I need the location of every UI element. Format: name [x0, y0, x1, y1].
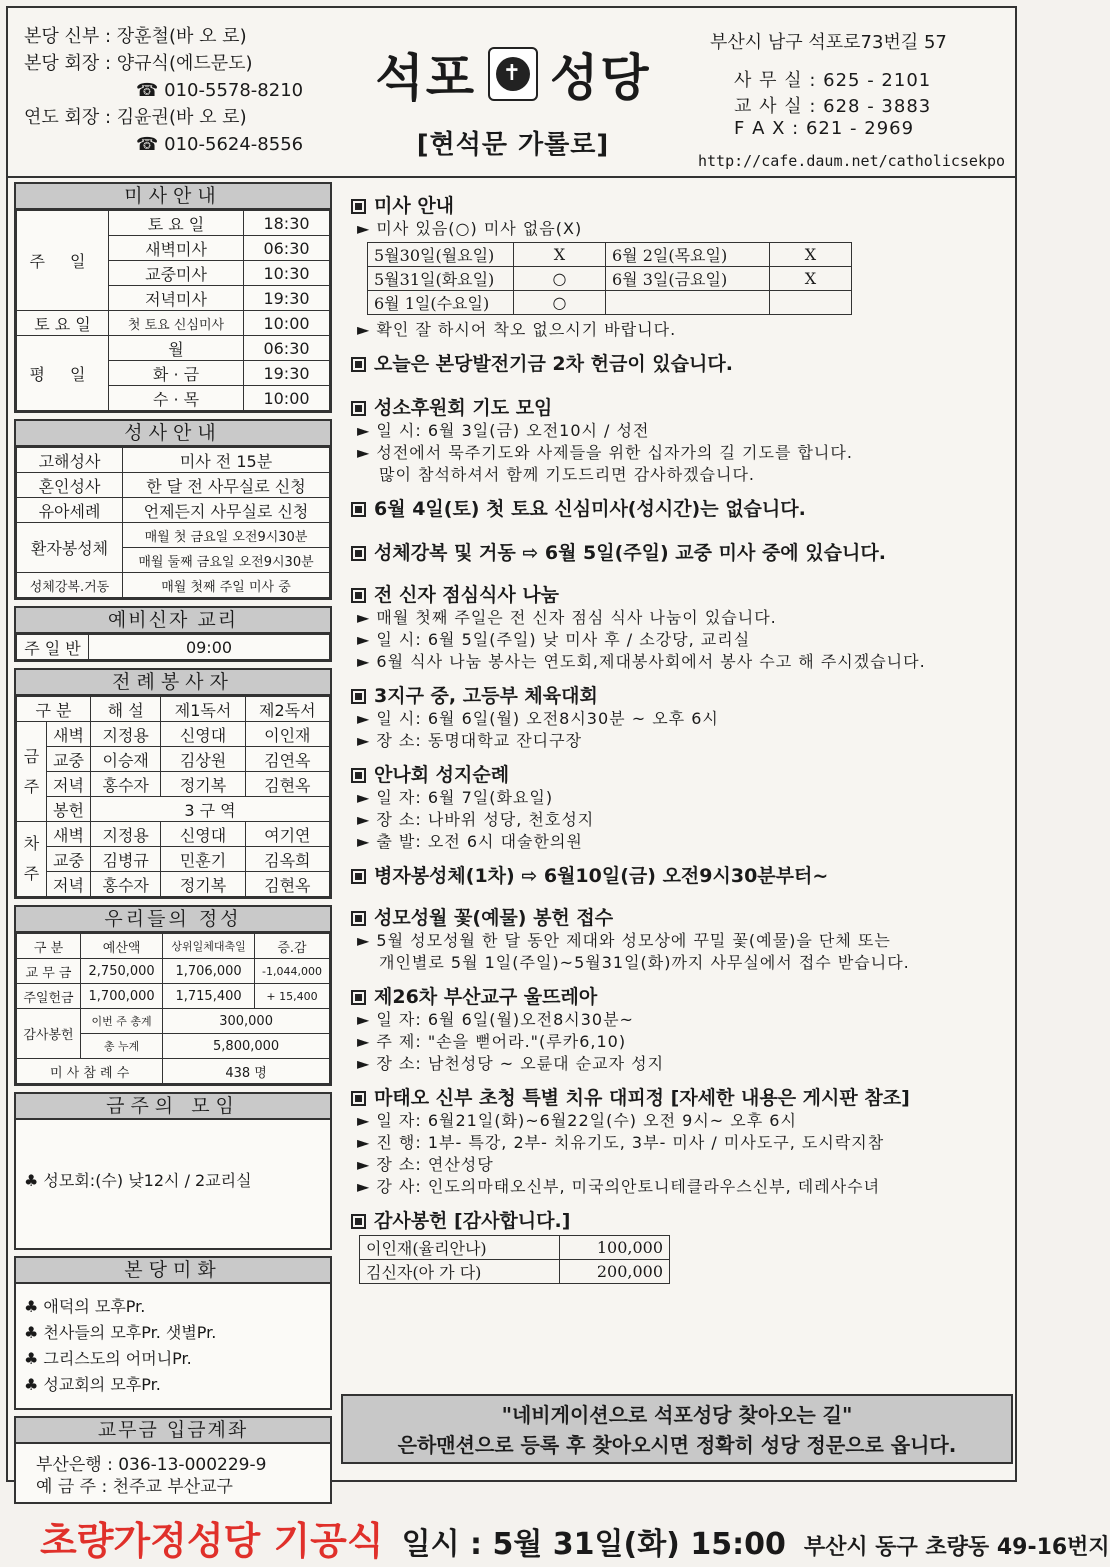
server-name: 김상원 [161, 747, 245, 772]
notice-line: ► 장 소: 동명대학교 잔디구장 [357, 731, 583, 750]
offering-heading: 우리들의 정성 [16, 907, 330, 933]
notice-line: ► 6월 식사 나눔 봉사는 연도회,제대봉사회에서 봉사 수고 해 주시겠습니다. [357, 652, 926, 671]
notice-line: ► 강 사: 인도의마태오신부, 미국의안토니테클라우스신부, 데레사수녀 [357, 1177, 881, 1196]
sacrament-name: 유아세례 [17, 498, 123, 523]
week-total: 300,000 [163, 1009, 330, 1034]
date-cell: 6월 1일(수요일) [368, 291, 514, 315]
notice-title: 오늘은 본당발전기금 2차 헌금이 있습니다. [374, 353, 733, 375]
mass-time: 19:30 [244, 361, 330, 386]
patron-name: [현석문 가롤로] [416, 130, 610, 160]
offering-budget: 1,700,000 [81, 984, 163, 1009]
col-header: 구 분 [17, 697, 91, 722]
notice-sick-communion [351, 864, 1011, 888]
offering-type: 교 무 금 [17, 959, 81, 984]
date-cell: 6월 3일(금요일) [606, 267, 770, 291]
notices-column [351, 194, 1011, 1295]
donor-amount: 100,000 [560, 1236, 670, 1260]
sacrament-note: 매월 둘째 금요일 오전9시30분 [123, 548, 330, 573]
mass-time: 18:30 [244, 211, 330, 236]
navigation-directions [341, 1394, 1013, 1464]
notice-benediction [351, 541, 1011, 565]
sacrament-name: 성체강복.거동 [17, 573, 123, 598]
mass-legend: ► 미사 있음(○) 미사 없음(X) [357, 219, 583, 238]
catechumen-heading: 예비신자 교리 [16, 608, 330, 634]
notice-line: ► 일 자: 6월 7일(화요일) [357, 788, 554, 807]
catechumen-box [14, 606, 332, 662]
thanks-table [359, 1235, 670, 1284]
groundbreaking-banner [40, 1510, 1110, 1565]
col-header: 제1독서 [161, 697, 245, 722]
legio-box [14, 1256, 332, 1410]
sacrament-heading: 성사안내 [16, 421, 330, 447]
mark-cell: X [514, 243, 606, 267]
sacrament-note: 미사 전 15분 [123, 448, 330, 473]
sacrament-name: 고해성사 [17, 448, 123, 473]
liturgy-heading: 전례봉사자 [16, 670, 330, 696]
mass-day: 화 · 금 [109, 361, 244, 386]
liturgy-box [14, 668, 332, 899]
youth-chair-line: 연도 회장 : 김윤권(바 오 로) [24, 107, 247, 128]
donor-name: 이인재(율리안나) [360, 1236, 560, 1260]
notice-vocation [351, 396, 1011, 486]
notice-mass [351, 194, 1011, 341]
notice-first-saturday [351, 497, 1011, 521]
sacrament-note: 한 달 전 사무실로 신청 [123, 473, 330, 498]
bank-account: 부산은행 : 036-13-000229-9 [36, 1455, 267, 1475]
sacrament-note: 매월 첫 금요일 오전9시30분 [123, 523, 330, 548]
notice-thanks [351, 1209, 1011, 1284]
notice-fund [351, 352, 1011, 376]
catechumen-table [16, 634, 330, 660]
mark-cell: ○ [514, 267, 606, 291]
section-bullet-icon [351, 199, 366, 214]
col-header: 제2독서 [245, 697, 329, 722]
notice-title: 3지구 중, 고등부 체육대회 [374, 685, 598, 707]
server-name: 여기연 [245, 822, 329, 847]
server-name: 지정용 [91, 722, 161, 747]
week-total-label: 이번 주 총계 [81, 1009, 163, 1034]
legio-heading: 본당미화 [16, 1258, 330, 1284]
server-name: 김병규 [91, 847, 161, 872]
saturday-label: 토 요 일 [17, 311, 109, 336]
mass-name: 저녁미사 [109, 286, 244, 311]
weekday-label: 평 일 [17, 336, 109, 411]
mass-name: 첫 토요 신심미사 [109, 311, 244, 336]
notice-sports [351, 684, 1011, 752]
parish-title-block [358, 38, 668, 161]
server-name: 정기복 [161, 772, 245, 797]
notice-line: ► 5월 성모성월 한 달 동안 제대와 성모상에 꾸밀 꽃(예물)을 단체 또는 [357, 931, 891, 950]
legio-item: ♣ 애덕의 모후Pr. [24, 1297, 146, 1316]
offering-actual: 1,706,000 [163, 959, 255, 984]
notice-title: 병자봉성체(1차) ⇨ 6월10일(금) 오전9시30분부터~ [374, 865, 829, 887]
sacrament-note: 매월 첫째 주일 미사 중 [123, 573, 330, 598]
notice-line: ► 장 소: 연산성당 [357, 1155, 494, 1174]
donor-name: 김신자(아 가 다) [360, 1260, 560, 1284]
parish-logo-icon: ✝ [488, 47, 538, 101]
notice-title: 성모성월 꽃(예물) 봉헌 접수 [374, 907, 614, 929]
mass-slot: 저녁 [47, 772, 91, 797]
notice-title: 마태오 신부 초청 특별 치유 대피정 [자세한 내용은 게시판 참조] [374, 1087, 910, 1109]
cafe-url[interactable]: http://cafe.daum.net/catholicsekpo [698, 152, 1006, 170]
mass-slot: 교중 [47, 847, 91, 872]
mass-name: 교중미사 [109, 261, 244, 286]
cumulative-label: 총 누계 [81, 1034, 163, 1059]
bulletin-header [8, 8, 1015, 176]
cumulative-total: 5,800,000 [163, 1034, 330, 1059]
sacrament-note: 언제든지 사무실로 신청 [123, 498, 330, 523]
meetings-heading: 금주의 모임 [16, 1094, 330, 1120]
meetings-list [16, 1120, 330, 1204]
office-phone: 사 무 실 : 625 - 2101 [734, 70, 932, 91]
section-bullet-icon [351, 546, 366, 561]
offering-budget: 2,750,000 [81, 959, 163, 984]
col-header: 구 분 [17, 934, 81, 959]
attendance-count: 438 명 [163, 1059, 330, 1084]
legio-item: ♣ 천사들의 모후Pr. 샛별Pr. [24, 1323, 217, 1342]
fax-number: F A X : 621 - 2969 [734, 118, 915, 139]
notice-title: 성체강복 및 거동 ⇨ 6월 5일(주일) 교중 미사 중에 있습니다. [374, 542, 886, 564]
banner-address: 부산시 동구 초량동 49-16번지 [803, 1535, 1110, 1560]
account-heading: 교무금 입금계좌 [16, 1418, 330, 1444]
date-cell: 5월30일(월요일) [368, 243, 514, 267]
notice-line: ► 성전에서 묵주기도와 사제들을 위한 십자가의 길 기도를 합니다. [357, 443, 853, 462]
notice-title: 제26차 부산교구 울뜨레아 [374, 986, 598, 1008]
legio-list [16, 1284, 330, 1408]
banner-title: 초량가정성당 기공식 [40, 1519, 384, 1563]
mass-day: 월 [109, 336, 244, 361]
meeting-item: ♣ 성모회:(수) 낮12시 / 2교리실 [24, 1171, 252, 1190]
section-bullet-icon [351, 401, 366, 416]
notice-line: ► 주 제: "손을 뻗어라."(루카6,10) [357, 1032, 627, 1051]
mass-day: 수 · 목 [109, 386, 244, 411]
section-bullet-icon [351, 1091, 366, 1106]
mass-time: 10:00 [244, 386, 330, 411]
server-name: 정기복 [161, 872, 245, 897]
title-part-a: 석포 [375, 49, 476, 107]
notice-title: 안나회 성지순례 [374, 764, 510, 786]
sacrament-table [16, 447, 330, 598]
mass-name: 새벽미사 [109, 236, 244, 261]
notice-line: ► 일 시: 6월 5일(주일) 낮 미사 후 / 소강당, 교리실 [357, 630, 751, 649]
mass-time: 19:30 [244, 286, 330, 311]
meetings-box [14, 1092, 332, 1250]
offering-group: 3 구 역 [91, 797, 330, 822]
mass-slot: 새벽 [47, 822, 91, 847]
server-name: 김현옥 [245, 872, 329, 897]
server-name: 이승재 [91, 747, 161, 772]
mark-cell [770, 291, 852, 315]
notice-flowers [351, 906, 1011, 974]
col-header: 해 설 [91, 697, 161, 722]
server-name: 민훈기 [161, 847, 245, 872]
notice-lunch [351, 583, 1011, 673]
mass-time: 10:30 [244, 261, 330, 286]
offering-diff: -1,044,000 [254, 959, 329, 984]
date-cell [606, 291, 770, 315]
notice-title: 감사봉헌 [감사합니다.] [374, 1210, 571, 1232]
col-header: 예산액 [81, 934, 163, 959]
mass-slot: 저녁 [47, 872, 91, 897]
staff-info [24, 24, 303, 159]
legio-item: ♣ 그리스도의 어머니Pr. [24, 1349, 192, 1368]
mass-slot: 봉헌 [47, 797, 91, 822]
header-divider [8, 176, 1015, 178]
date-cell: 5월31일(화요일) [368, 267, 514, 291]
address: 부산시 남구 석포로73번길 57 [710, 32, 947, 53]
date-cell: 6월 2일(목요일) [606, 243, 770, 267]
notice-line: ► 장 소: 나바위 성당, 천호성지 [357, 810, 595, 829]
mass-schedule-box [14, 182, 332, 413]
server-name: 지정용 [91, 822, 161, 847]
next-week-label: 차 주 [17, 822, 47, 897]
notice-line: ► 매월 첫째 주일은 전 신자 점심 식사 나눔이 있습니다. [357, 608, 777, 627]
donor-amount: 200,000 [560, 1260, 670, 1284]
mass-time: 06:30 [244, 336, 330, 361]
mass-name: 토 요 일 [109, 211, 244, 236]
contact-info [698, 28, 1013, 170]
mass-schedule-heading: 미사안내 [16, 184, 330, 210]
account-holder: 예 금 주 : 천주교 부산교구 [36, 1477, 233, 1497]
notice-title: 미사 안내 [374, 195, 455, 217]
notice-line: ► 일 시: 6월 3일(금) 오전10시 / 성전 [357, 421, 650, 440]
offering-diff: + 15,400 [254, 984, 329, 1009]
banner-datetime: 일시 : 5월 31일(화) 15:00 [401, 1527, 786, 1562]
youth-chair-phone: ☎ 010-5624-8556 [136, 134, 304, 155]
offering-box [14, 905, 332, 1086]
offering-table [16, 933, 330, 1084]
offering-type: 주일헌금 [17, 984, 81, 1009]
mass-time: 10:00 [244, 311, 330, 336]
section-bullet-icon [351, 502, 366, 517]
server-name: 이인재 [245, 722, 329, 747]
section-bullet-icon [351, 768, 366, 783]
legio-item: ♣ 성교회의 모후Pr. [24, 1375, 161, 1394]
sacrament-name: 혼인성사 [17, 473, 123, 498]
notice-line: ► 일 자: 6월 6일(월)오전8시30분~ [357, 1010, 634, 1029]
notice-line: ► 출 발: 오전 6시 대술한의원 [357, 832, 583, 851]
section-bullet-icon [351, 869, 366, 884]
section-bullet-icon [351, 689, 366, 704]
notice-ultreya [351, 985, 1011, 1075]
mass-slot: 새벽 [47, 722, 91, 747]
col-header: 증.감 [254, 934, 329, 959]
thanks-label: 감사봉헌 [17, 1009, 81, 1059]
catechumen-time: 09:00 [89, 635, 330, 660]
notice-line: ► 일 자: 6월21일(화)~6월22일(수) 오전 9시~ 오후 6시 [357, 1111, 797, 1130]
left-column [14, 182, 332, 1510]
sunday-label: 주 일 [17, 211, 109, 311]
chair-line: 본당 회장 : 양규식(에드문도) [24, 53, 253, 74]
catechumen-class: 주 일 반 [17, 635, 89, 660]
server-name: 김연옥 [245, 747, 329, 772]
notice-title: 전 신자 점심식사 나눔 [374, 584, 560, 606]
title-part-b: 성당 [550, 49, 651, 107]
education-phone: 교 사 실 : 628 - 3883 [734, 96, 932, 117]
section-bullet-icon [351, 911, 366, 926]
navigation-text: 은하맨션으로 등록 후 찾아오시면 정확히 성당 정문으로 옵니다. [397, 1433, 957, 1457]
server-name: 김현옥 [245, 772, 329, 797]
server-name: 김옥희 [245, 847, 329, 872]
mark-cell: X [770, 267, 852, 291]
notice-line: ► 진 행: 1부- 특강, 2부- 치유기도, 3부- 미사 / 미사도구, 도시락지참 [357, 1133, 885, 1152]
server-name: 신영대 [161, 822, 245, 847]
bulletin-page [6, 6, 1017, 1497]
sacrament-name: 환자봉성체 [17, 523, 123, 573]
notice-line: ► 일 시: 6월 6일(월) 오전8시30분 ~ 오후 6시 [357, 709, 719, 728]
notice-title: 성소후원회 기도 모임 [374, 397, 553, 419]
notice-line: 많이 참석하셔서 함께 기도드리면 감사하겠습니다. [379, 465, 756, 484]
mass-schedule-table [16, 210, 330, 411]
col-header: 상위일체대축일 [163, 934, 255, 959]
liturgy-table [16, 696, 330, 897]
notice-retreat [351, 1086, 1011, 1198]
section-bullet-icon [351, 990, 366, 1005]
mass-time: 06:30 [244, 236, 330, 261]
notice-line: 개인별로 5월 1일(주일)~5월31일(화)까지 사무실에서 접수 받습니다. [379, 953, 910, 972]
section-bullet-icon [351, 588, 366, 603]
mark-cell: X [770, 243, 852, 267]
mass-availability-table [367, 242, 852, 315]
navigation-title: "네비게이션으로 석포성당 찾아오는 길" [501, 1403, 853, 1427]
account-box [14, 1416, 332, 1504]
server-name: 홍수자 [91, 872, 161, 897]
server-name: 신영대 [161, 722, 245, 747]
section-bullet-icon [351, 357, 366, 372]
notice-pilgrimage [351, 763, 1011, 853]
notice-line: ► 장 소: 남천성당 ~ 오륜대 순교자 성지 [357, 1054, 665, 1073]
notice-title: 6월 4일(토) 첫 토요 신심미사(성시간)는 없습니다. [374, 498, 806, 520]
pastor-line: 본당 신부 : 장훈철(바 오 로) [24, 26, 247, 47]
sacrament-box [14, 419, 332, 600]
account-info [16, 1444, 330, 1508]
this-week-label: 금 주 [17, 722, 47, 822]
section-bullet-icon [351, 1214, 366, 1229]
offering-actual: 1,715,400 [163, 984, 255, 1009]
attendance-label: 미 사 참 례 수 [17, 1059, 163, 1084]
server-name: 홍수자 [91, 772, 161, 797]
chair-phone: ☎ 010-5578-8210 [136, 80, 304, 101]
mark-cell: ○ [514, 291, 606, 315]
mass-note: ► 확인 잘 하시어 착오 없으시기 바랍니다. [357, 320, 677, 339]
mass-slot: 교중 [47, 747, 91, 772]
